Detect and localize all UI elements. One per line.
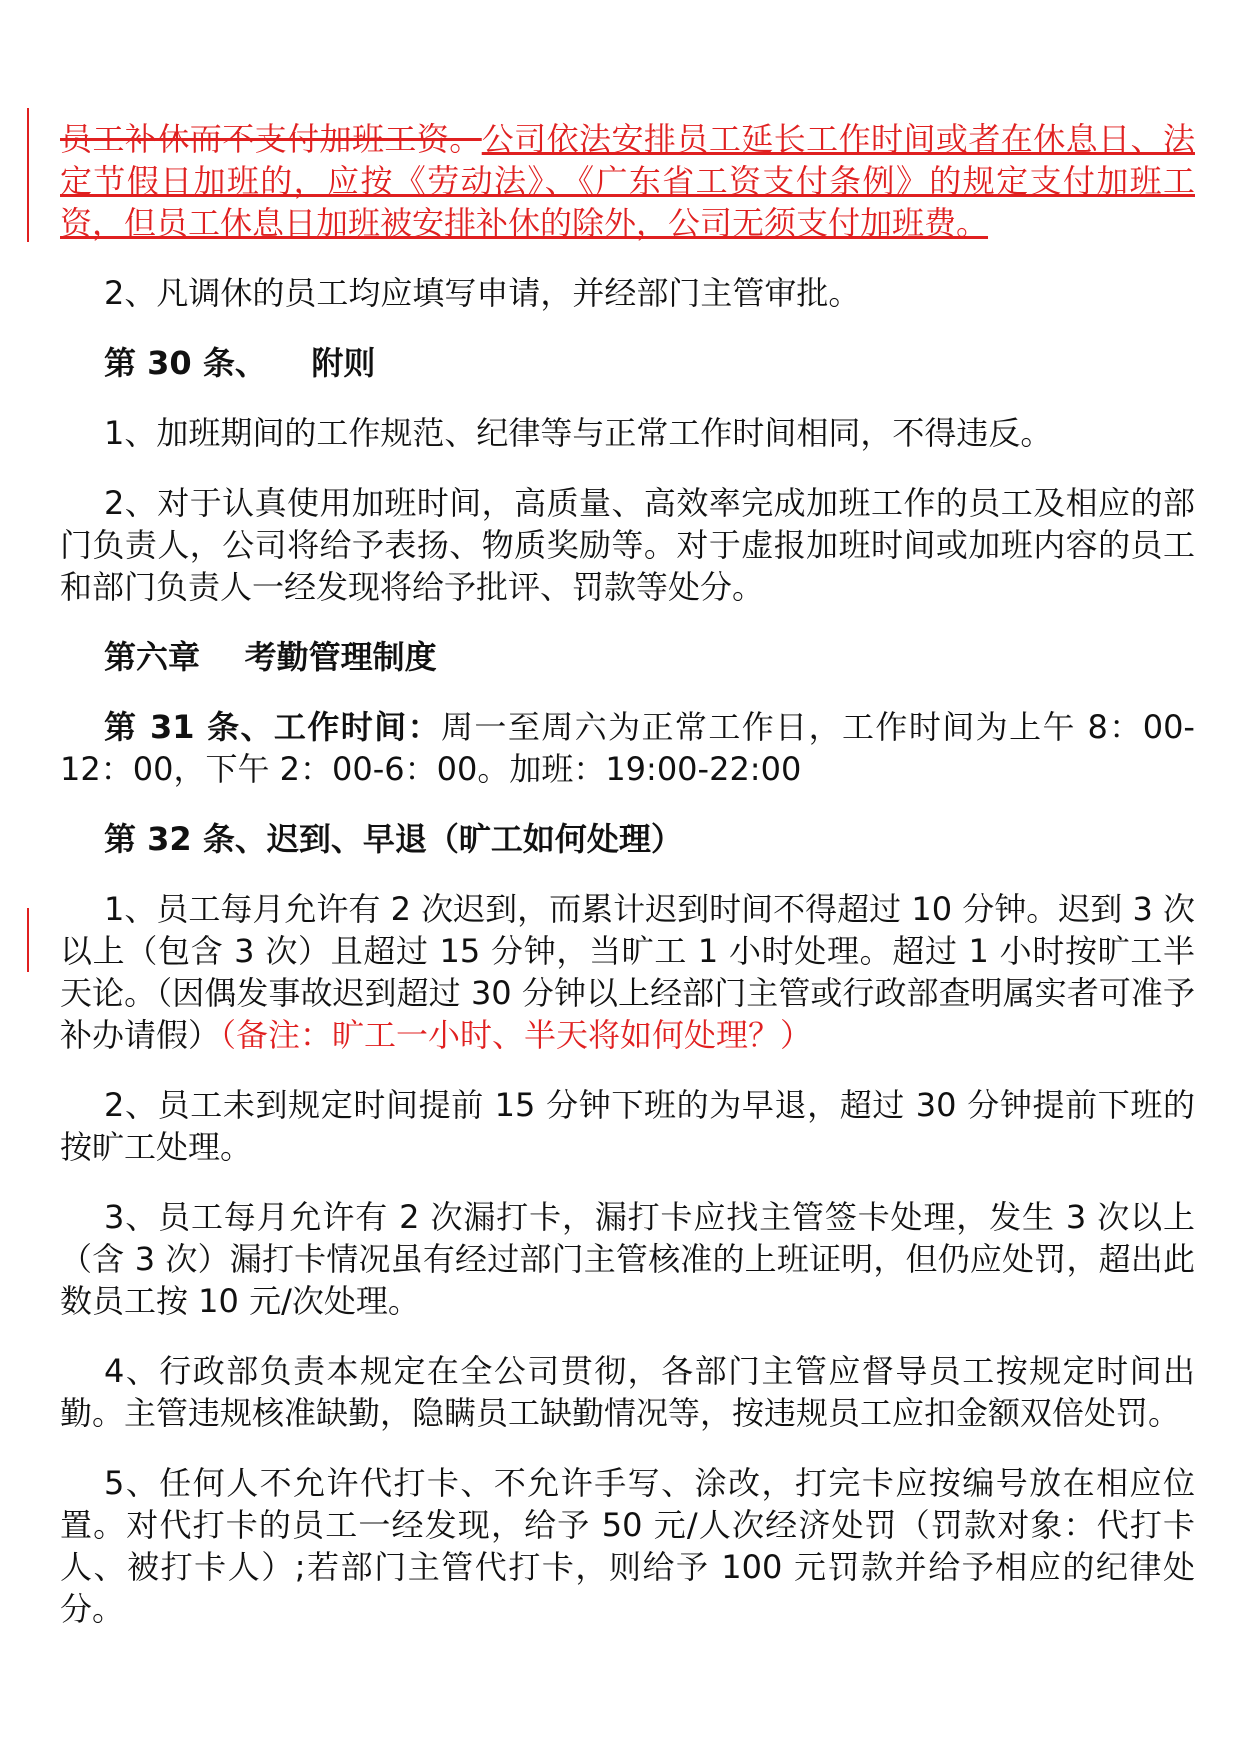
article32-item1-text: 1、员工每月允许有 2 次迟到，而累计迟到时间不得超过 10 分钟。迟到 3 次以上（包含 3 次）且超过 15 分钟，当旷工 1 小时处理。超过 1 小时按旷工半天论。（因偶发事故迟到超过 30 分钟以上经部门主管或行政部查明属实者可准予补办请假） bbox=[60, 890, 1195, 1054]
paragraph-leave-application: 2、凡调休的员工均应填写申请，并经部门主管审批。 bbox=[104, 274, 861, 312]
revision-change-bar-top bbox=[27, 108, 29, 242]
paragraph-article32-item2: 2、员工未到规定时间提前 15 分钟下班的为早退，超过 30 分钟提前下班的按旷工处理。 bbox=[60, 1086, 1195, 1166]
revision-change-bar-middle bbox=[27, 908, 29, 972]
article31-body: 周一至周六为正常工作日，工作时间为上午 8：00-12：00，下午 2：00-6：00。加班：19:00-22:00 bbox=[60, 708, 1195, 788]
tracked-changes-paragraph bbox=[60, 118, 1195, 244]
paragraph-article30-item2: 2、对于认真使用加班时间，高质量、高效率完成加班工作的员工及相应的部门负责人，公司将给予表扬、物质奖励等。对于虚报加班时间或加班内容的员工和部门负责人一经发现将给予批评、罚款等处分。 bbox=[60, 484, 1195, 606]
deleted-text: 员工补休而不支付加班工资。 bbox=[60, 120, 482, 158]
review-note: （备注：旷工一小时、半天将如何处理？） bbox=[220, 1016, 813, 1054]
paragraph-article30-item1: 1、加班期间的工作规范、纪律等与正常工作时间相同，不得违反。 bbox=[104, 414, 1053, 452]
paragraph-article32-item3: 3、员工每月允许有 2 次漏打卡，漏打卡应找主管签卡处理，发生 3 次以上（含 3 次）漏打卡情况虽有经过部门主管核准的上班证明，但仍应处罚，超出此数员工按 10 元/次处理。 bbox=[60, 1198, 1195, 1320]
heading-article-32: 第 32 条、迟到、早退（旷工如何处理） bbox=[104, 820, 683, 858]
paragraph-article-31 bbox=[60, 706, 1195, 790]
heading-article-30: 第 30 条、 附则 bbox=[104, 344, 376, 382]
heading-chapter-6: 第六章 考勤管理制度 bbox=[104, 638, 437, 676]
paragraph-article32-item5: 5、任何人不允许代打卡、不允许手写、涂改，打完卡应按编号放在相应位置。对代打卡的员工一经发现，给予 50 元/人次经济处罚（罚款对象：代打卡人、被打卡人）;若部门主管代打卡，则给予 100 元罚款并给予相应的纪律处分。 bbox=[60, 1464, 1195, 1628]
article31-title: 第 31 条、工作时间： bbox=[104, 708, 441, 746]
inserted-text: 公司依法安排员工延长工作时间或者在休息日、法定节假日加班的，应按《劳动法》、《广东省工资支付条例》的规定支付加班工资，但员工休息日加班被安排补休的除外，公司无须支付加班费。 bbox=[60, 120, 1195, 242]
paragraph-article32-item4: 4、行政部负责本规定在全公司贯彻，各部门主管应督导员工按规定时间出勤。主管违规核准缺勤，隐瞒员工缺勤情况等，按违规员工应扣金额双倍处罚。 bbox=[60, 1352, 1195, 1432]
paragraph-article32-item1 bbox=[60, 888, 1195, 1056]
document-body bbox=[60, 118, 1195, 1630]
